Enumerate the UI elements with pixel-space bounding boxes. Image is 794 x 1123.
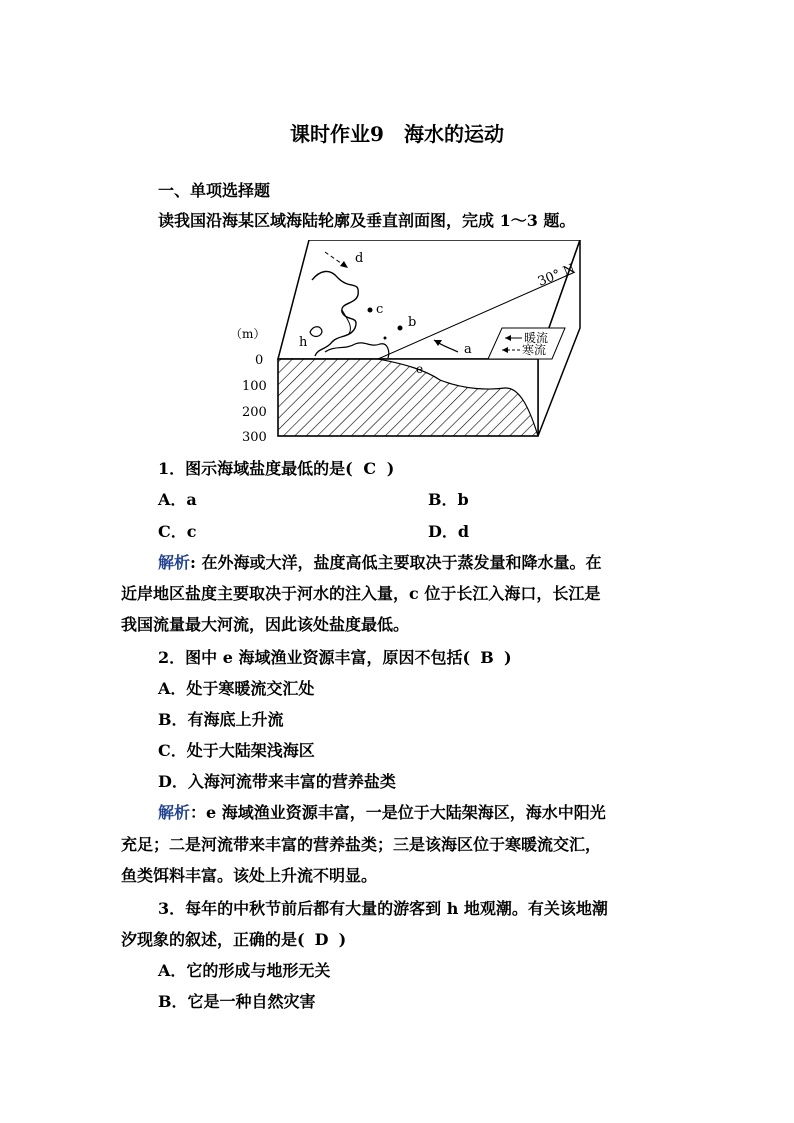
label-b: b <box>408 315 417 330</box>
question-3-line1: 3．每年的中秋节前后都有大量的游客到 h 地观潮。有关该地潮 <box>158 899 608 918</box>
q1-stem-end: ) <box>386 459 395 478</box>
q1-stem: 1．图示海域盐度最低的是( <box>158 459 353 478</box>
label-h: h <box>299 335 308 350</box>
depth-tick-300: 300 <box>242 430 267 445</box>
analysis-1-line3: 我国流量最大河流，因此该处盐度最低。 <box>121 615 410 634</box>
q2-option-b: B．有海底上升流 <box>158 710 284 729</box>
q2-option-c: C．处于大陆架浅海区 <box>158 741 315 760</box>
coast-profile-figure <box>230 240 590 450</box>
q3-option-b: B．它是一种自然灾害 <box>158 992 316 1011</box>
q1-option-c: C．c <box>158 522 197 541</box>
analysis-2-text1: ：e 海域渔业资源丰富，一是位于大陆架海区，海水中阳光 <box>190 803 606 822</box>
analysis-1-line1 <box>158 550 602 573</box>
q2-stem-end: ) <box>504 648 512 667</box>
analysis-1-text1: : 在外海或大洋，盐度高低主要取决于蒸发量和降水量。在 <box>190 553 602 572</box>
q2-option-a: A．处于寒暖流交汇处 <box>158 679 315 698</box>
analysis-1-label: 解析 <box>158 553 191 572</box>
depth-tick-100: 100 <box>242 379 267 394</box>
q3-stem: 汐现象的叙述，正确的是( <box>121 930 305 949</box>
question-3-line2 <box>121 927 346 950</box>
question-1 <box>158 456 394 479</box>
intro-text: 读我国沿海某区域海陆轮廓及垂直剖面图，完成 1～3 题。 <box>158 211 576 230</box>
q1-answer: C <box>363 459 377 478</box>
page-title: 课时作业9 海水的运动 <box>290 122 504 146</box>
analysis-2-line1 <box>158 800 606 823</box>
q3-option-a: A．它的形成与地形无关 <box>158 961 331 980</box>
q3-stem-end: ) <box>338 930 347 949</box>
analysis-2-label: 解析 <box>158 803 191 822</box>
q2-stem: 2．图中 e 海域渔业资源丰富，原因不包括( <box>158 648 471 667</box>
section-heading: 一、单项选择题 <box>158 181 271 200</box>
analysis-2-line2: 充足；二是河流带来丰富的营养盐类；三是该海区位于寒暖流交汇， <box>121 835 602 854</box>
depth-unit: （m） <box>230 327 266 341</box>
legend-warm: 暖流 <box>524 331 549 345</box>
label-a: a <box>464 342 472 357</box>
q2-option-d: D．入海河流带来丰富的营养盐类 <box>158 772 396 791</box>
q1-option-b: B．b <box>428 490 469 509</box>
q1-option-a: A．a <box>158 490 197 509</box>
latitude-label: 30° N <box>535 261 578 290</box>
analysis-2-line3: 鱼类饵料丰富。该处上升流不明显。 <box>121 866 378 885</box>
label-d: d <box>355 251 364 266</box>
q2-answer: B <box>480 648 494 667</box>
label-e: e <box>416 362 424 376</box>
q3-answer: D <box>314 930 329 949</box>
legend-cold: 寒流 <box>522 343 547 357</box>
label-c: c <box>376 302 384 317</box>
analysis-1-line2: 近岸地区盐度主要取决于河水的注入量，c 位于长江入海口，长江是 <box>121 584 601 603</box>
q1-option-d: D．d <box>428 522 470 541</box>
depth-tick-200: 200 <box>242 405 267 420</box>
question-2 <box>158 645 512 668</box>
depth-tick-0: 0 <box>255 353 264 368</box>
